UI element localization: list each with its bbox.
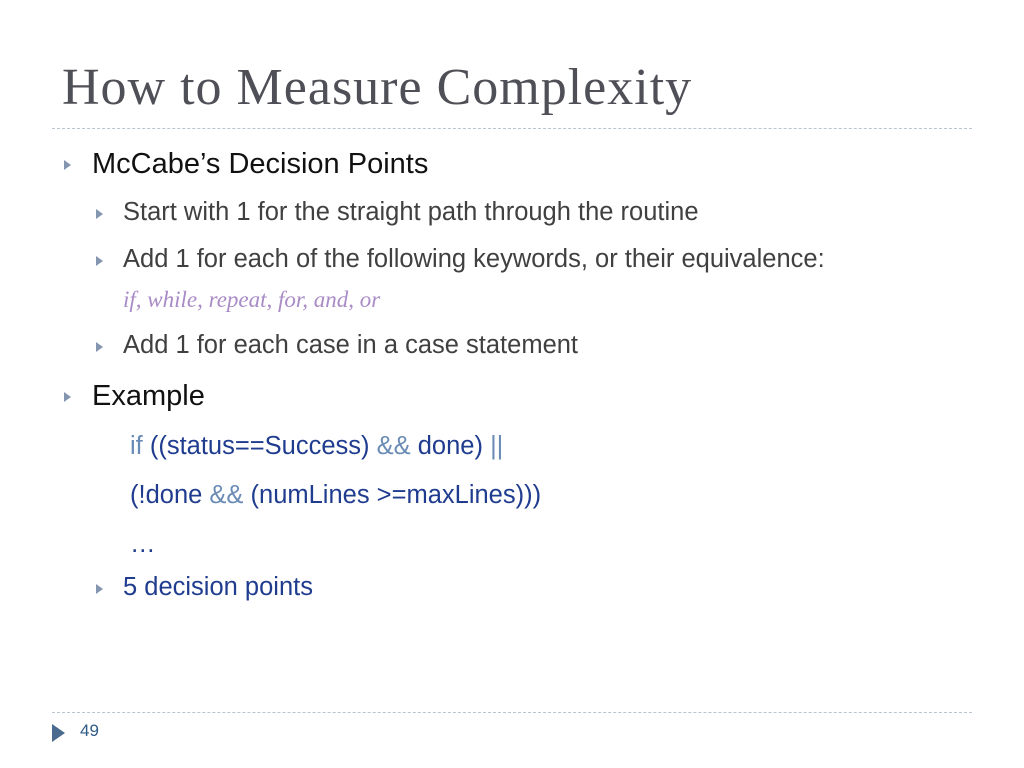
title-divider (52, 128, 972, 129)
bullet-icon (96, 584, 103, 594)
code-text: (!done (130, 481, 203, 509)
code-text: done) (417, 432, 483, 460)
bullet-icon (96, 256, 103, 266)
code-line-2 (130, 481, 541, 510)
bullet-example: Example (92, 380, 205, 412)
code-keyword-if: if (130, 432, 143, 460)
bullet-icon (96, 209, 103, 219)
code-text: (numLines >=maxLines))) (250, 481, 542, 509)
footer-divider (52, 712, 972, 713)
bullet-icon (64, 160, 71, 170)
bullet-mccabe: McCabe’s Decision Points (92, 148, 429, 180)
code-text: ((status==Success) (149, 432, 370, 460)
footer-arrow-icon (52, 724, 65, 742)
keywords-list: if, while, repeat, for, and, or (123, 287, 381, 312)
slide-title: How to Measure Complexity (62, 59, 693, 116)
code-line-3: … (130, 530, 156, 558)
bullet-start-with-1: Start with 1 for the straight path through the routine (123, 198, 699, 226)
code-line-1 (130, 432, 503, 461)
code-operator-and: && (209, 481, 244, 509)
code-operator-and: && (376, 432, 411, 460)
bullet-icon (64, 392, 71, 402)
code-operator-or: || (490, 432, 504, 460)
page-number: 49 (80, 721, 99, 740)
bullet-icon (96, 342, 103, 352)
bullet-add-1-case: Add 1 for each case in a case statement (123, 331, 579, 359)
bullet-add-1-keywords: Add 1 for each of the following keywords, or their equivalence: (123, 245, 825, 273)
bullet-decision-points: 5 decision points (123, 573, 313, 601)
